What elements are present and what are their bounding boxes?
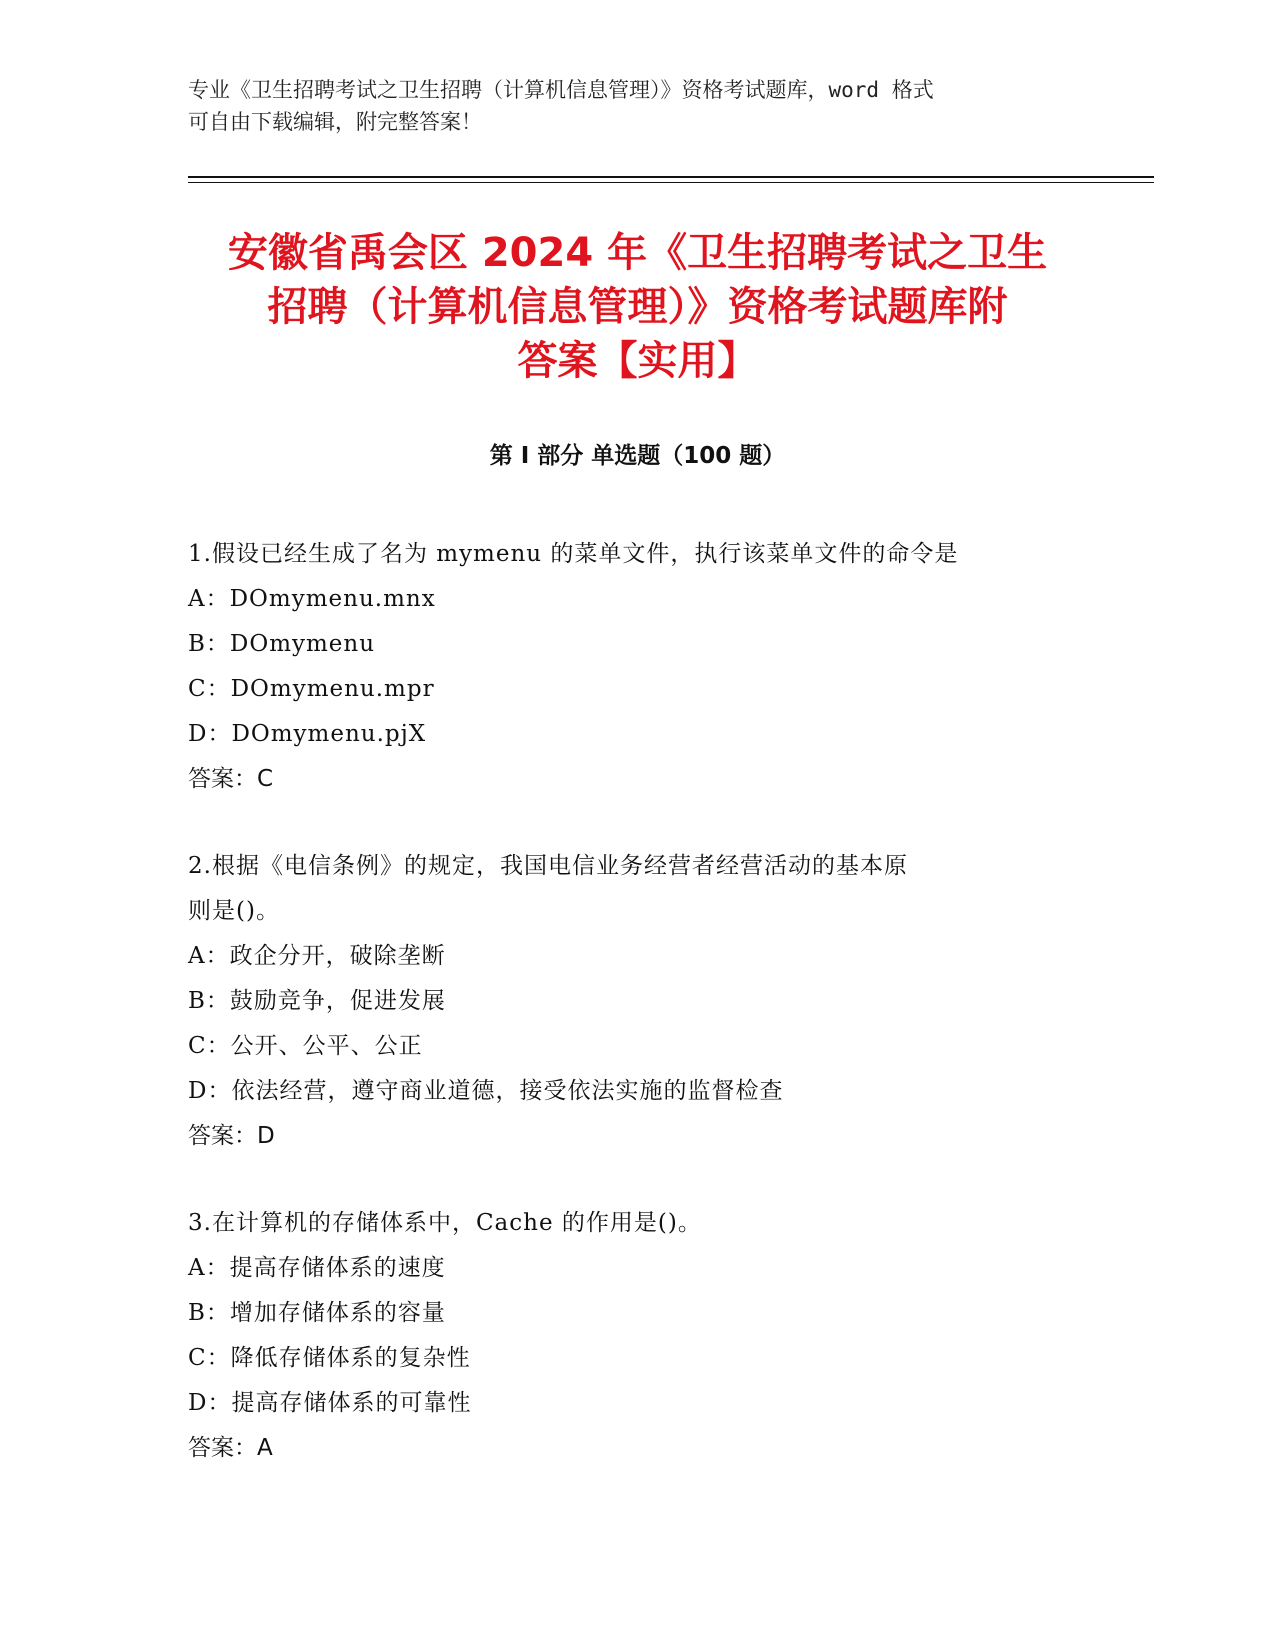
title-line-1: 安徽省禹会区 2024 年《卫生招聘考试之卫生 <box>227 230 1048 276</box>
intro-line-2: 可自由下载编辑，附完整答案！ <box>188 110 482 134</box>
option-d: D：提高存储体系的可靠性 <box>188 1390 472 1416</box>
option-a: A：提高存储体系的速度 <box>188 1255 446 1281</box>
answer: 答案：A <box>188 1435 273 1461</box>
document-title <box>150 226 1125 388</box>
option-b: B：鼓励竞争，促进发展 <box>188 988 446 1014</box>
option-a: A：政企分开，破除垄断 <box>188 943 446 969</box>
option-b: B：增加存储体系的容量 <box>188 1300 446 1326</box>
question-list <box>188 532 1088 1513</box>
question-1 <box>188 532 1088 802</box>
question-2 <box>188 844 1088 1159</box>
intro-line-1: 专业《卫生招聘考试之卫生招聘（计算机信息管理）》资格考试题库，word 格式 <box>188 78 934 102</box>
option-c: C：降低存储体系的复杂性 <box>188 1345 471 1371</box>
document-intro <box>188 74 1088 138</box>
answer: 答案：D <box>188 1123 275 1149</box>
header-divider-thick <box>188 176 1154 178</box>
option-d: D：依法经营，遵守商业道德，接受依法实施的监督检查 <box>188 1078 784 1104</box>
title-line-2: 招聘（计算机信息管理）》资格考试题库附 <box>267 284 1008 330</box>
option-a: A：DOmymenu.mnx <box>188 586 436 612</box>
answer: 答案：C <box>188 766 274 792</box>
question-text-line-1: 2.根据《电信条例》的规定，我国电信业务经营者经营活动的基本原 <box>188 853 908 879</box>
title-line-3: 答案【实用】 <box>517 338 758 384</box>
option-b: B：DOmymenu <box>188 631 376 657</box>
question-text-line-2: 则是()。 <box>188 898 280 924</box>
option-c: C：DOmymenu.mpr <box>188 676 435 702</box>
question-text: 1.假设已经生成了名为 mymenu 的菜单文件，执行该菜单文件的命令是 <box>188 541 959 567</box>
question-text: 3.在计算机的存储体系中，Cache 的作用是()。 <box>188 1210 702 1236</box>
option-d: D：DOmymenu.pjX <box>188 721 427 747</box>
section-heading: 第 I 部分 单选题（100 题） <box>489 443 786 469</box>
header-divider-thin <box>188 182 1154 183</box>
option-c: C：公开、公平、公正 <box>188 1033 423 1059</box>
question-3 <box>188 1201 1088 1471</box>
